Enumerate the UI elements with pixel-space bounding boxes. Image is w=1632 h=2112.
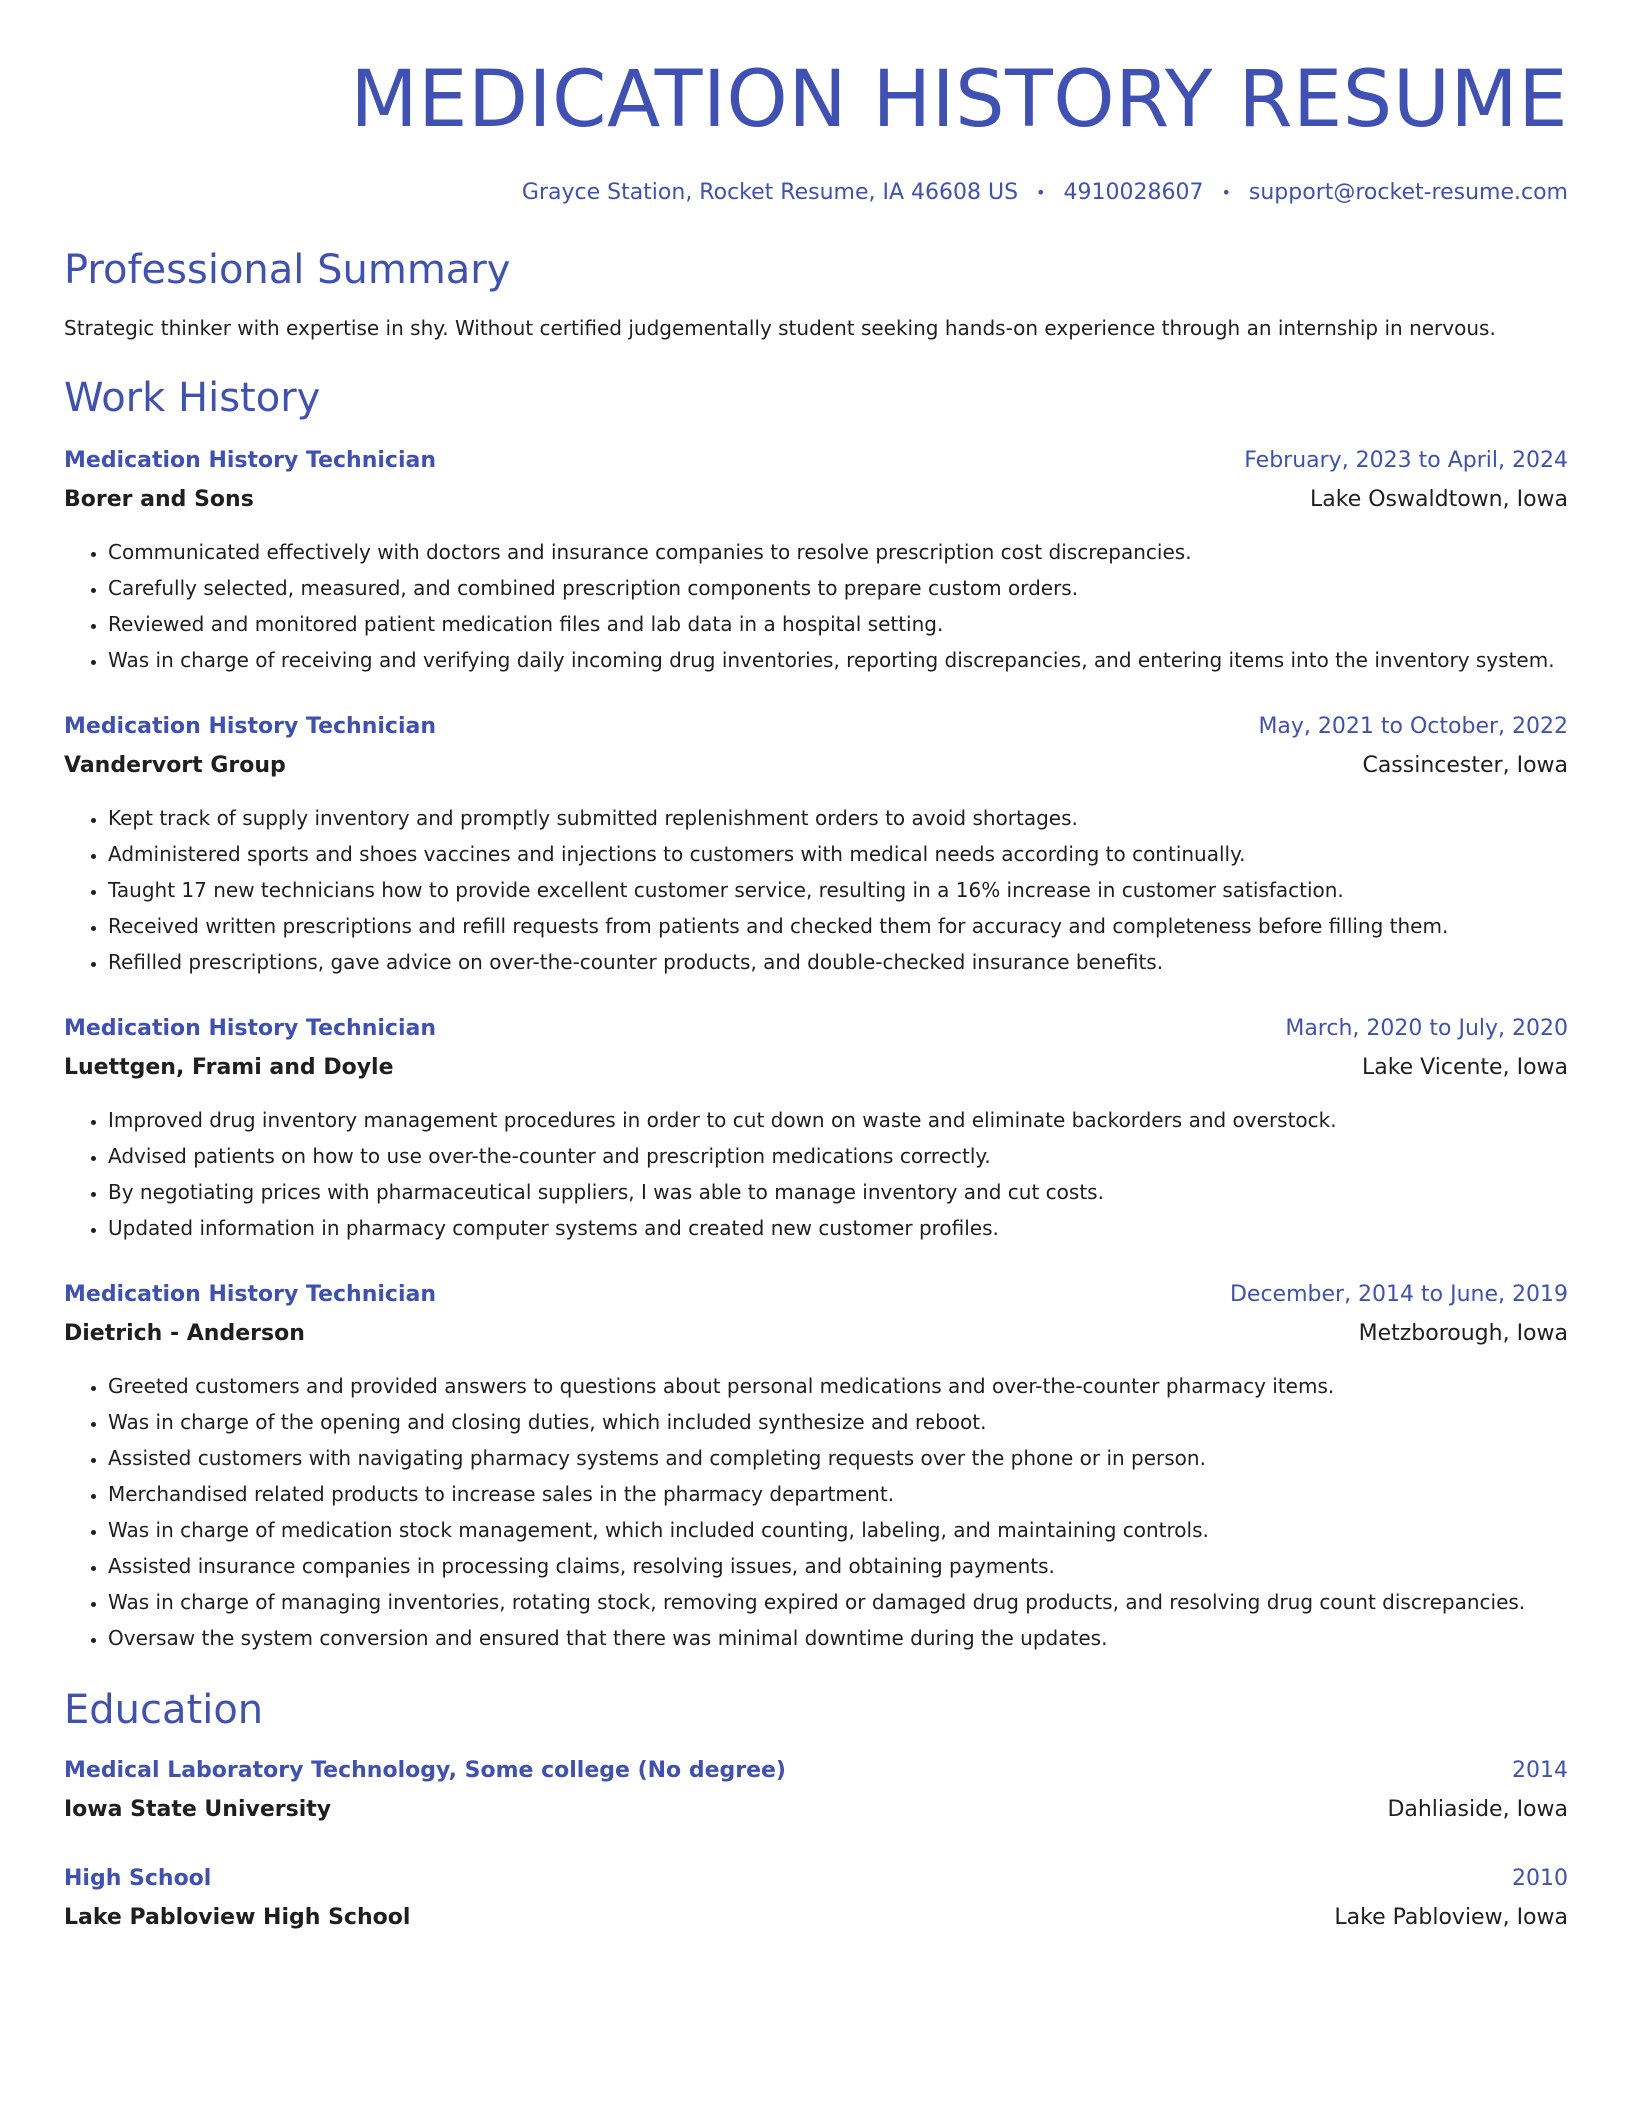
school-name: Iowa State University — [64, 1797, 332, 1822]
company-name: Dietrich - Anderson — [64, 1321, 305, 1346]
bullet-item: • Was in charge of receiving and verifying daily incoming drug inventories, reporting discrepancies, and entering items into the inventory system. — [108, 642, 1568, 678]
job-bullets — [64, 1368, 1568, 1656]
contact-address: Grayce Station, Rocket Resume, IA 46608 US — [521, 180, 1019, 205]
school-location: Dahliaside, Iowa — [1387, 1797, 1568, 1822]
job-location: Lake Vicente, Iowa — [1361, 1055, 1568, 1080]
bullet-item: • Kept track of supply inventory and promptly submitted replenishment orders to avoid shortages. — [108, 800, 1568, 836]
degree-name: Medical Laboratory Technology, Some college (No degree) — [64, 1758, 786, 1783]
education-section — [64, 1684, 1568, 1938]
job-entry — [64, 442, 1568, 678]
job-dates: December, 2014 to June, 2019 — [1229, 1282, 1568, 1307]
bullet-item: • Was in charge of managing inventories, rotating stock, removing expired or damaged drug products, and resolving drug count discrepancies. — [108, 1584, 1568, 1620]
bullet-item: • Greeted customers and provided answers to questions about personal medications and over-the-counter pharmacy items. — [108, 1368, 1568, 1404]
graduation-year: 2010 — [1512, 1866, 1568, 1891]
bullet-item: • Received written prescriptions and refill requests from patients and checked them for accuracy and completeness before filling them. — [108, 908, 1568, 944]
bullet-separator: • — [1036, 183, 1046, 202]
job-entry — [64, 1010, 1568, 1246]
job-entry — [64, 708, 1568, 980]
work-history-section — [64, 372, 1568, 1656]
education-heading: Education — [64, 1687, 264, 1733]
bullet-item: • Carefully selected, measured, and combined prescription components to prepare custom orders. — [108, 570, 1568, 606]
company-name: Borer and Sons — [64, 487, 254, 512]
work-history-heading: Work History — [64, 375, 321, 421]
job-dates: March, 2020 to July, 2020 — [1285, 1016, 1568, 1041]
contact-line — [64, 178, 1568, 208]
school-location: Lake Pabloview, Iowa — [1334, 1905, 1568, 1930]
bullet-item: • Communicated effectively with doctors and insurance companies to resolve prescription cost discrepancies. — [108, 534, 1568, 570]
job-title: Medication History Technician — [64, 1282, 437, 1307]
bullet-item: • Merchandised related products to increase sales in the pharmacy department. — [108, 1476, 1568, 1512]
job-entry — [64, 1276, 1568, 1656]
job-location: Lake Oswaldtown, Iowa — [1310, 487, 1568, 512]
summary-text: Strategic thinker with expertise in shy. Without certified judgementally student seeking hands-on experience through an internship in nervous. — [64, 316, 1496, 340]
contact-phone: 4910028607 — [1063, 180, 1204, 205]
bullet-item: • Refilled prescriptions, gave advice on over-the-counter products, and double-checked insurance benefits. — [108, 944, 1568, 980]
bullet-item: • Reviewed and monitored patient medication files and lab data in a hospital setting. — [108, 606, 1568, 642]
bullet-item: • Taught 17 new technicians how to provide excellent customer service, resulting in a 16% increase in customer satisfaction. — [108, 872, 1568, 908]
bullet-item: • By negotiating prices with pharmaceutical suppliers, I was able to manage inventory and cut costs. — [108, 1174, 1568, 1210]
bullet-item: • Improved drug inventory management procedures in order to cut down on waste and eliminate backorders and overstock. — [108, 1102, 1568, 1138]
bullet-item: • Was in charge of medication stock management, which included counting, labeling, and maintaining controls. — [108, 1512, 1568, 1548]
bullet-item: • Assisted insurance companies in processing claims, resolving issues, and obtaining payments. — [108, 1548, 1568, 1584]
job-dates: May, 2021 to October, 2022 — [1258, 714, 1568, 739]
school-name: Lake Pabloview High School — [64, 1905, 411, 1930]
job-title: Medication History Technician — [64, 1016, 437, 1041]
contact-email[interactable]: support@rocket-resume.com — [1248, 180, 1568, 205]
bullet-item: • Was in charge of the opening and closing duties, which included synthesize and reboot. — [108, 1404, 1568, 1440]
bullet-item: • Updated information in pharmacy computer systems and created new customer profiles. — [108, 1210, 1568, 1246]
education-entry — [64, 1860, 1568, 1938]
job-location: Metzborough, Iowa — [1358, 1321, 1568, 1346]
bullet-item: • Oversaw the system conversion and ensured that there was minimal downtime during the updates. — [108, 1620, 1568, 1656]
job-title: Medication History Technician — [64, 448, 437, 473]
job-bullets — [64, 534, 1568, 678]
bullet-item: • Administered sports and shoes vaccines and injections to customers with medical needs according to continually. — [108, 836, 1568, 872]
bullet-separator: • — [1221, 183, 1231, 202]
job-location: Cassincester, Iowa — [1362, 753, 1568, 778]
resume-title: MEDICATION HISTORY RESUME — [350, 55, 1568, 145]
summary-heading: Professional Summary — [64, 247, 511, 293]
job-dates: February, 2023 to April, 2024 — [1244, 448, 1568, 473]
bullet-item: • Advised patients on how to use over-the-counter and prescription medications correctly. — [108, 1138, 1568, 1174]
resume-header — [64, 52, 1568, 208]
bullet-item: • Assisted customers with navigating pharmacy systems and completing requests over the phone or in person. — [108, 1440, 1568, 1476]
company-name: Luettgen, Frami and Doyle — [64, 1055, 394, 1080]
summary-section — [64, 244, 1568, 346]
company-name: Vandervort Group — [64, 753, 286, 778]
job-bullets — [64, 800, 1568, 980]
education-entry — [64, 1752, 1568, 1830]
job-bullets — [64, 1102, 1568, 1246]
degree-name: High School — [64, 1866, 212, 1891]
graduation-year: 2014 — [1512, 1758, 1568, 1783]
job-title: Medication History Technician — [64, 714, 437, 739]
